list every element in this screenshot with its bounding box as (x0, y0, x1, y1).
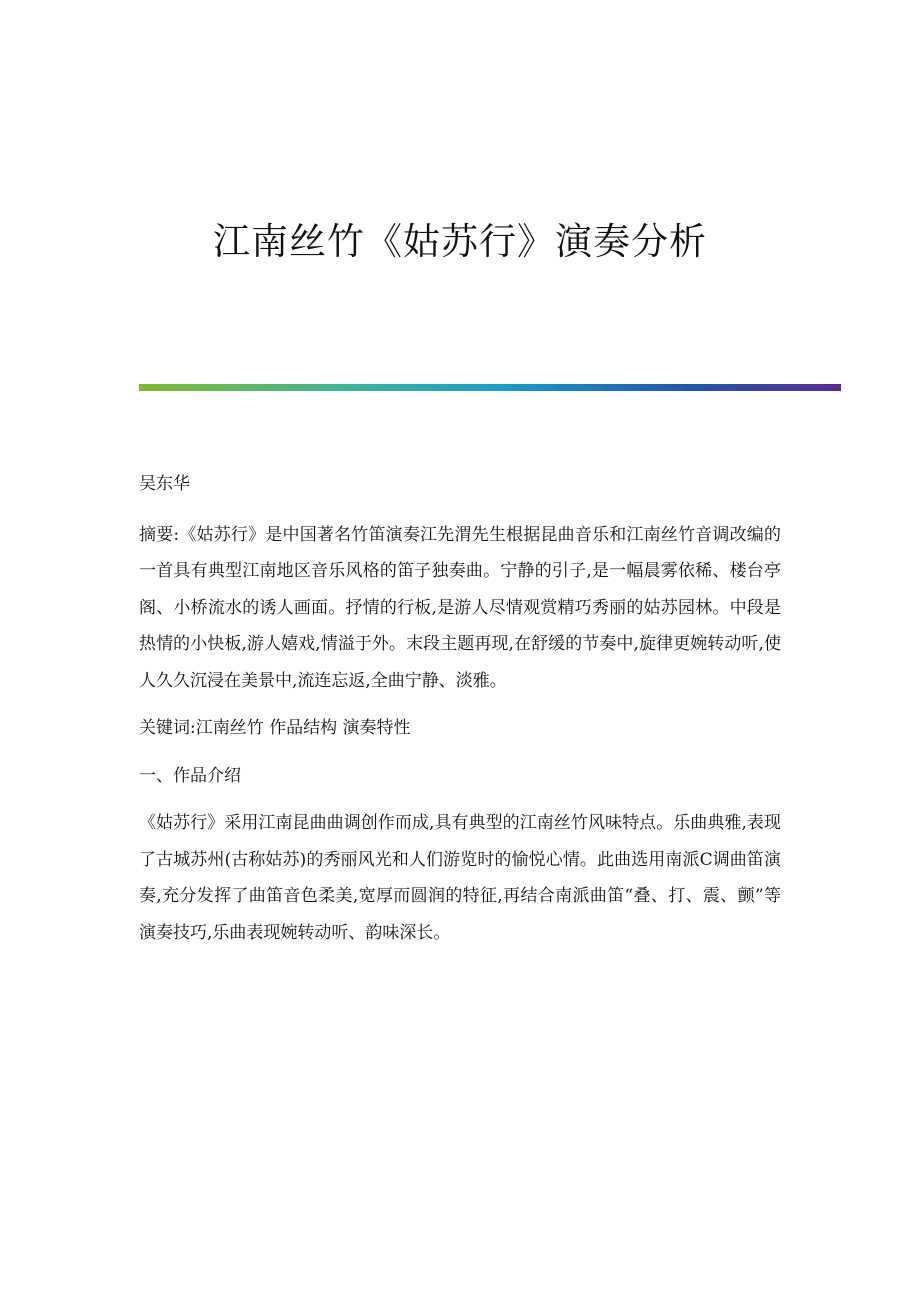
document-body (139, 466, 781, 951)
keywords-line: 关键词:江南丝竹 作品结构 演奏特性 (139, 718, 411, 738)
document-title: 江南丝竹《姑苏行》演奏分析 (213, 220, 707, 263)
body-paragraph: 《姑苏行》采用江南昆曲曲调创作而成,具有典型的江南丝竹风味特点。乐曲典雅,表现了古城苏州(古称姑苏)的秀丽风光和人们游览时的愉悦心情。此曲选用南派C调曲笛演奏,充分发挥了曲笛音色柔美,宽厚而圆润的特征,再结合南派曲笛“叠、打、震、颤”等演奏技巧,乐曲表现婉转动听、韵味深长。 (139, 813, 781, 943)
title-divider (139, 384, 841, 391)
section-heading: 一、作品介绍 (139, 765, 241, 786)
abstract-paragraph: 摘要:《姑苏行》是中国著名竹笛演奏江先渭先生根据昆曲音乐和江南丝竹音调改编的一首具有典型江南地区音乐风格的笛子独奏曲。宁静的引子,是一幅晨雾依稀、楼台亭阁、小桥流水的诱人画面。抒情的行板,是游人尽情观赏精巧秀丽的姑苏园林。中段是热情的小快板,游人嬉戏,情溢于外。末段主题再现,在舒缓的节奏中,旋律更婉转动听,使人久久沉浸在美景中,流连忘返,全曲宁静、淡雅。 (139, 524, 781, 691)
author-name: 吴东华 (139, 474, 190, 494)
